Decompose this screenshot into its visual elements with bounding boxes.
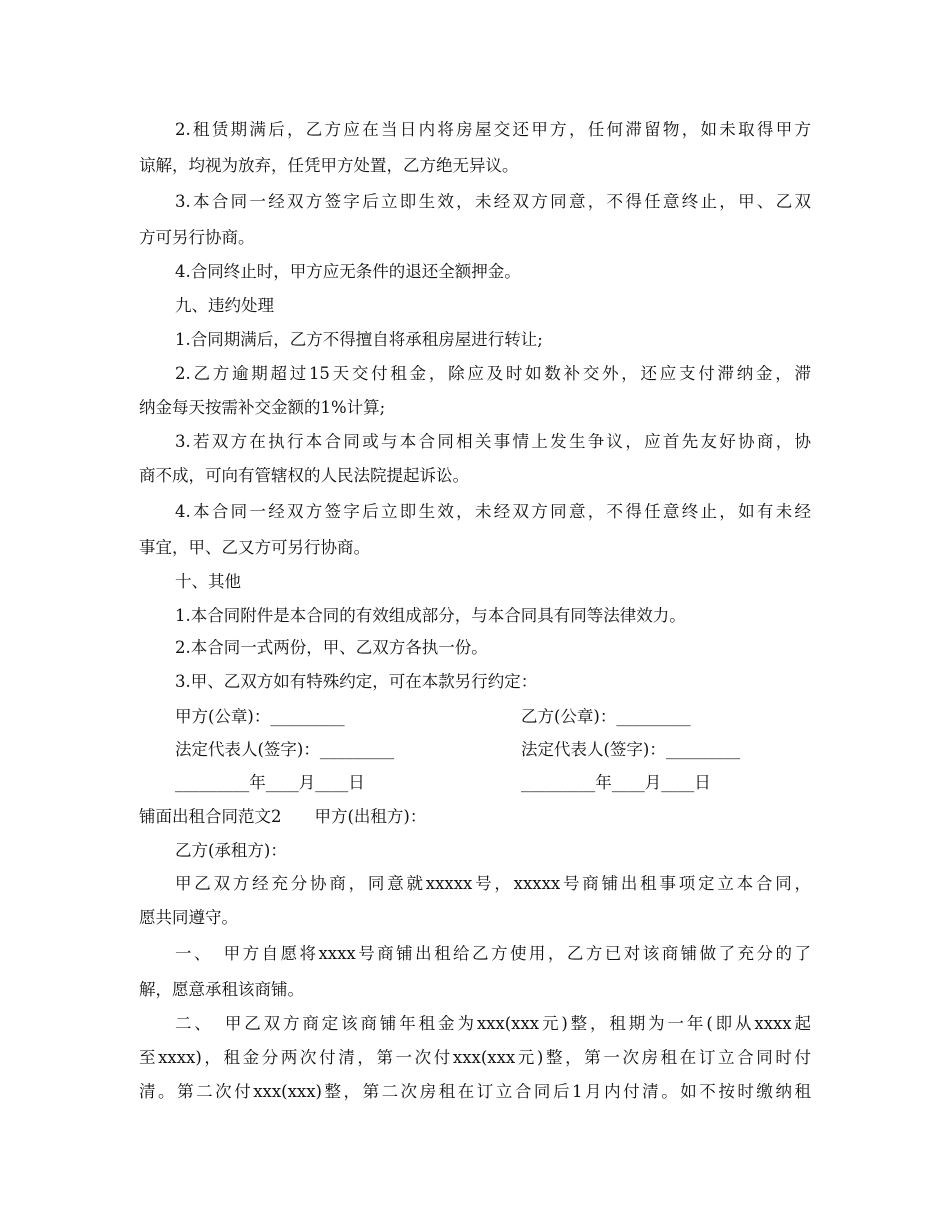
text-line: 解，愿意承租该商铺。 <box>139 980 304 999</box>
text-line: 4.本合同一经双方签字后立即生效，未经双方同意，不得任意终止，如有未经 <box>175 502 811 521</box>
text-line: 纳金每天按需补交金额的1%计算; <box>139 398 386 417</box>
text-line: 3.若双方在执行本合同或与本合同相关事情上发生争议，应首先友好协商，协 <box>175 432 811 451</box>
party-a-date-line: _________年____月____日 <box>175 773 365 792</box>
text-line: 1.合同期满后，乙方不得擅自将承租房屋进行转让; <box>175 330 543 349</box>
section-heading: 十、其他 <box>175 572 241 591</box>
text-line: 商不成，可向有管辖权的人民法院提起诉讼。 <box>139 466 469 485</box>
text-line: 方可另行协商。 <box>139 228 255 247</box>
text-line: 一、 甲方自愿将xxxx号商铺出租给乙方使用，乙方已对该商铺做了充分的了 <box>175 944 811 963</box>
lessee-line: 乙方(承租方)： <box>175 841 287 860</box>
text-line: 甲乙双方经充分协商，同意就xxxxx号，xxxxx号商铺出租事项定立本合同， <box>175 874 811 893</box>
text-line: 1.本合同附件是本合同的有效组成部分，与本合同具有同等法律效力。 <box>175 606 686 625</box>
second-contract-heading: 铺面出租合同范文2 甲方(出租方)： <box>139 807 427 826</box>
text-line: 2.租赁期满后，乙方应在当日内将房屋交还甲方，任何滞留物，如未取得甲方 <box>175 120 811 139</box>
party-b-date-line: _________年____月____日 <box>521 773 711 792</box>
text-line: 二、 甲乙双方商定该商铺年租金为xxx(xxx元)整，租期为一年(即从xxxx起 <box>175 1014 811 1033</box>
party-a-representative-line: 法定代表人(签字)：_________ <box>175 740 395 759</box>
text-line: 至xxxx)，租金分两次付清，第一次付xxx(xxx元)整，第一次房租在订立合同时付 <box>139 1048 811 1067</box>
text-line: 清。第二次付xxx(xxx)整，第二次房租在订立合同后1月内付清。如不按时缴纳租 <box>139 1082 811 1101</box>
section-heading: 九、违约处理 <box>175 296 274 315</box>
party-b-representative-line: 法定代表人(签字)：_________ <box>521 740 741 759</box>
text-line: 4.合同终止时，甲方应无条件的退还全额押金。 <box>175 262 521 281</box>
party-b-seal-line: 乙方(公章)：_________ <box>521 707 691 726</box>
text-line: 愿共同遵守。 <box>139 908 238 927</box>
text-line: 事宜，甲、乙又方可另行协商。 <box>139 538 370 557</box>
text-line: 谅解，均视为放弃，任凭甲方处置，乙方绝无异议。 <box>139 156 519 175</box>
party-a-seal-line: 甲方(公章)：_________ <box>175 707 345 726</box>
text-line: 2.乙方逾期超过15天交付租金，除应及时如数补交外，还应支付滞纳金，滞 <box>175 364 811 383</box>
text-line: 3.甲、乙双方如有特殊约定，可在本款另行约定： <box>175 672 538 691</box>
text-line: 3.本合同一经双方签字后立即生效，未经双方同意，不得任意终止，甲、乙双 <box>175 192 811 211</box>
text-line: 2.本合同一式两份，甲、乙双方各执一份。 <box>175 638 488 657</box>
